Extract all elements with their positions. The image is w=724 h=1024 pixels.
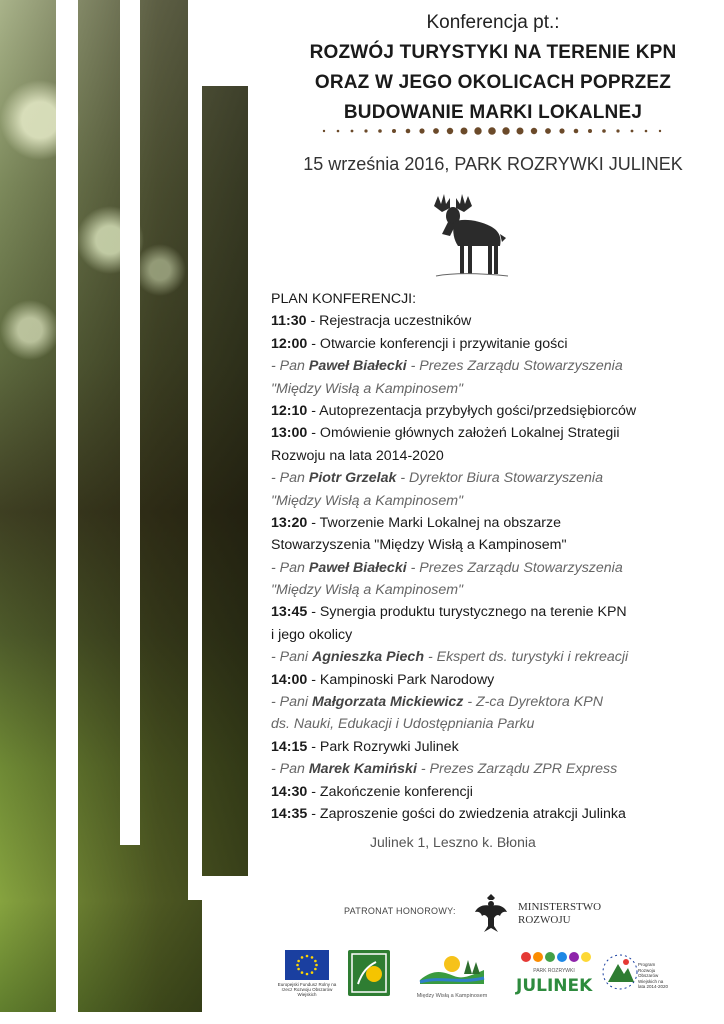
white-stripe	[0, 1012, 262, 1024]
agenda-text: - Omówienie głównych założeń Lokalnej Strategii	[307, 425, 620, 442]
eu-logo	[276, 950, 338, 998]
agenda-continuation: Stowarzyszenia "Między Wisłą a Kampinosem"	[271, 537, 567, 554]
agenda-text: - Zakończenie konferencji	[307, 783, 473, 800]
white-stripe	[120, 0, 140, 845]
title-line: ORAZ W JEGO OKOLICACH POPRZEZ	[314, 72, 672, 93]
program-logo	[600, 950, 670, 998]
address: Julinek 1, Leszno k. Błonia	[370, 834, 536, 850]
speaker-line	[271, 758, 721, 780]
agenda-text: - Autoprezentacja przybyłych gości/przedsiębiorców	[307, 402, 637, 419]
mwk-logo	[414, 950, 490, 998]
speaker-line	[271, 557, 721, 579]
agenda-text: - Park Rozrywki Julinek	[307, 738, 459, 755]
intro-text: Konferencja pt.:	[426, 12, 560, 33]
speaker-text: - Pan	[271, 761, 309, 778]
speaker-name: Agnieszka Piech	[312, 649, 424, 666]
agenda-item	[271, 333, 721, 355]
poster-content	[262, 0, 724, 1024]
speaker-text: - Dyrektor Biura Stowarzyszenia	[396, 470, 603, 487]
speaker-text: - Pan	[271, 470, 309, 487]
speaker-name: Marek Kamiński	[308, 761, 417, 778]
speaker-name: Małgorzata Mickiewicz	[312, 694, 464, 711]
agenda-text: - Zaproszenie gości do zwiedzenia atrakcji Julinka	[307, 805, 626, 822]
date-place: 15 września 2016, PARK ROZRYWKI JULINEK	[303, 154, 683, 174]
conference-plan	[271, 288, 721, 825]
agenda-time: 11:30	[271, 313, 307, 330]
agenda-item	[271, 512, 721, 534]
agenda-time: 13:45	[271, 604, 308, 621]
speaker-text: - Pan	[271, 358, 309, 375]
speaker-text: - Z-ca Dyrektora KPN	[463, 694, 603, 711]
program-caption: Program Rozwoju Obszarów Wiejskich na lata 2014-2020	[638, 962, 669, 989]
agenda-time: 13:00	[271, 425, 308, 442]
speaker-continuation: "Między Wisłą a Kampinosem"	[271, 492, 464, 509]
agenda-item	[271, 803, 721, 825]
agenda-item	[271, 669, 721, 691]
eu-caption: Europejski Fundusz Rolny na rzecz Rozwoju Obszarów Wiejskich	[277, 982, 337, 997]
mwk-caption: Między Wisłą a Kampinosem	[416, 993, 488, 999]
ministry-line-1: MINISTERSTWO	[518, 901, 602, 913]
title-line: ROZWÓJ TURYSTYKI NA TERENIE KPN	[309, 42, 677, 63]
speaker-text: - Pani	[271, 694, 313, 711]
ministry-line-2: ROZWOJU	[518, 914, 571, 926]
agenda-time: 14:00	[271, 671, 308, 688]
agenda-item	[271, 400, 721, 422]
plan-heading: PLAN KONFERENCJI:	[271, 291, 417, 307]
speaker-line	[271, 355, 721, 377]
agenda-continuation: Rozwoju na lata 2014-2020	[271, 447, 444, 464]
agenda-time: 14:35	[271, 805, 308, 822]
agenda-item	[271, 781, 721, 803]
agenda-time: 14:30	[271, 783, 308, 800]
speaker-continuation: ds. Nauki, Edukacji i Udostępniania Parku	[271, 716, 535, 733]
agenda-text: - Kampinoski Park Narodowy	[307, 671, 495, 688]
dot-divider	[312, 126, 674, 136]
speaker-text: - Prezes Zarządu Stowarzyszenia	[406, 559, 623, 576]
speaker-continuation: "Między Wisłą a Kampinosem"	[271, 582, 464, 599]
julinek-top: PARK ROZRYWKI	[533, 968, 575, 974]
speaker-name: Paweł Białecki	[308, 358, 407, 375]
speaker-name: Piotr Grzelak	[308, 470, 397, 487]
leader-logo	[348, 950, 390, 996]
plan-lines	[271, 310, 721, 825]
speaker-line	[271, 467, 721, 489]
agenda-continuation: i jego okolicy	[271, 626, 353, 643]
speaker-text: - Prezes Zarządu Stowarzyszenia	[406, 358, 623, 375]
speaker-continuation: "Między Wisłą a Kampinosem"	[271, 380, 464, 397]
speaker-line	[271, 646, 721, 668]
speaker-text: - Pan	[271, 559, 309, 576]
agenda-text: - Otwarcie konferencji i przywitanie gości	[307, 335, 568, 352]
white-stripe	[248, 0, 262, 1024]
patronage-label: PATRONAT HONOROWY:	[344, 906, 456, 916]
speaker-name: Paweł Białecki	[308, 559, 407, 576]
agenda-text: - Synergia produktu turystycznego na terenie KPN	[307, 604, 627, 621]
agenda-item	[271, 601, 721, 623]
agenda-item	[271, 422, 721, 444]
title-line: BUDOWANIE MARKI LOKALNEJ	[343, 102, 643, 123]
white-stripe	[202, 876, 248, 1024]
julinek-logo	[516, 950, 592, 998]
white-stripe	[56, 0, 78, 1024]
ministry-name	[518, 901, 601, 927]
speaker-text: - Prezes Zarządu ZPR Express	[416, 761, 618, 778]
agenda-text: - Rejestracja uczestników	[306, 313, 472, 330]
agenda-time: 13:20	[271, 514, 308, 531]
white-stripe	[202, 0, 248, 86]
speaker-text: - Pani	[271, 649, 313, 666]
moose-illustration	[428, 192, 512, 280]
speaker-line	[271, 691, 721, 713]
agenda-time: 12:00	[271, 335, 308, 352]
white-stripe	[188, 0, 202, 900]
agenda-text: - Tworzenie Marki Lokalnej na obszarze	[307, 514, 561, 531]
speaker-text: - Ekspert ds. turystyki i rekreacji	[424, 649, 629, 666]
agenda-item	[271, 736, 721, 758]
forest-photo	[0, 0, 262, 1024]
agenda-time: 12:10	[271, 402, 308, 419]
julinek-name: JULINEK	[516, 976, 593, 996]
agenda-item	[271, 310, 721, 332]
agenda-time: 14:15	[271, 738, 308, 755]
polish-eagle-icon	[474, 894, 508, 934]
eu-flag-icon	[285, 950, 329, 980]
